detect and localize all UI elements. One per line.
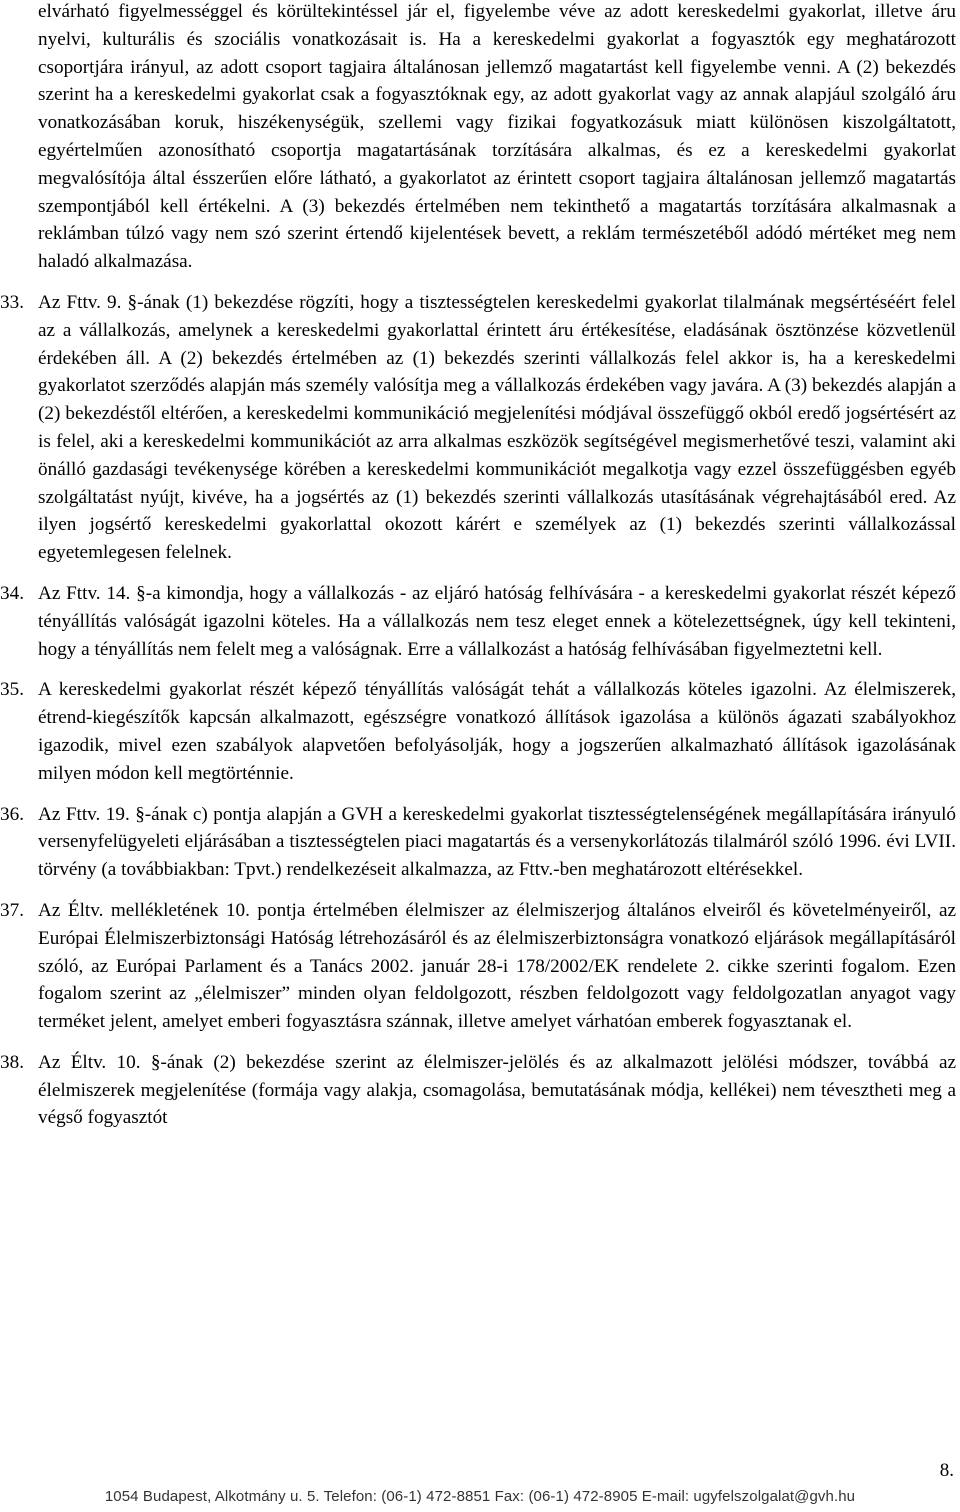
paragraph-text: Az Fttv. 9. §-ának (1) bekezdése rögzíti, hogy a tisztességtelen kereskedelmi gyakorlat tilalmának megsértéséért felel az a vállalkozás, amelynek a kereskedelmi gyakorlattal érintett áru értékesítése, eladásának ösztönzése közvetlenül érdekében áll. A (2) bekezdés értelmében az (1) bekezdés szerinti vállalkozás felel akkor is, ha a kereskedelmi gyakorlatot szerződés alapján más személy valósítja meg a vállalkozás érdekében vagy javára. A (3) bekezdés alapján a (2) bekezdéstől eltérően, a kereskedelmi kommunikáció megjelenítési módjával összefüggő okból eredő jogsértésért az is felel, aki a kereskedelmi kommunikációt az arra alkalmas eszközök segítségével megismerhetővé teszi, valamint aki önálló gazdasági tevékenysége körében a kereskedelmi kommunikációt megalkotja vagy ezzel összefüggésben egyéb szolgáltatást nyújt, kivéve, ha a jogsértés az (1) bekezdés szerinti vállalkozás utasításának végrehajtásából ered. Az ilyen jogsértő kereskedelmi gyakorlattal okozott kárért e személyek az (1) bekezdés szerinti vállalkozással egyetemlegesen felelnek. bbox=[38, 291, 956, 564]
paragraph-text: Az Fttv. 19. §-ának c) pontja alapján a GVH a kereskedelmi gyakorlat tisztességtelenségének megállapítására irányuló versenyfelügyeleti eljárásában a tisztességtelen piaci magatartás és a versenykorlátozás tilalmáról szóló 1996. évi LVII. törvény (a továbbiakban: Tpvt.) rendelkezéseit alkalmazza, az Fttv.-ben meghatározott eltérésekkel. bbox=[38, 803, 956, 881]
paragraph-number: 33. bbox=[0, 291, 24, 313]
numbered-paragraph-34 bbox=[0, 580, 956, 663]
paragraph-number: 38. bbox=[0, 1051, 24, 1073]
paragraph-text: Az Éltv. 10. §-ának (2) bekezdése szerint az élelmiszer-jelölés és az alkalmazott jelölési módszer, továbbá az élelmiszerek megjelenítése (formája vagy alakja, csomagolása, bemutatásának módja, kellékei) nem tévesztheti meg a végső fogyasztót bbox=[38, 1051, 956, 1129]
paragraph-text: A kereskedelmi gyakorlat részét képező tényállítás valóságát tehát a vállalkozás köteles igazolni. Az élelmiszerek, étrend-kiegészítők kapcsán alkalmazott, egészségre vonatkozó állítások igazolása a különös ágazati szabályokhoz igazodik, mivel ezen szabályok alapvetően befolyásolják, hogy a jogszerűen alkalmazható állítások igazolásának milyen módon kell megtörténnie. bbox=[38, 679, 956, 784]
page-footer: 1054 Budapest, Alkotmány u. 5. Telefon: (06-1) 472-8851 Fax: (06-1) 472-8905 E-mail: ugyfelszolgalat@gvh.hu bbox=[104, 1488, 856, 1505]
paragraph-text: Az Fttv. 14. §-a kimondja, hogy a vállalkozás - az eljáró hatóság felhívására - a kereskedelmi gyakorlat részét képező tényállítás valóságát igazolni köteles. Ha a vállalkozás nem tesz eleget ennek a kötelezettségnek, úgy kell tekinteni, hogy a tényállítás nem felelt meg a valóságnak. Erre a vállalkozást a hatóság felhívásában figyelmeztetni kell. bbox=[38, 582, 956, 660]
paragraph-text: Az Éltv. mellékletének 10. pontja értelmében élelmiszer az élelmiszerjog általános elveiről és követelményeiről, az Európai Élelmiszerbiztonsági Hatóság létrehozásáról és az élelmiszerbiztonságra vonatkozó eljárások megállapításáról szóló, az Európai Parlament és a Tanács 2002. január 28-i 178/2002/EK rendelete 2. cikke szerinti fogalom. Ezen fogalom szerint az „élelmiszer” minden olyan feldolgozott, részben feldolgozott vagy feldolgozatlan anyagot vagy terméket jelent, amelyet emberi fogyasztásra szánnak, illetve amelyet várhatóan emberek fogyasztanak el. bbox=[38, 899, 956, 1033]
numbered-paragraph-36 bbox=[0, 801, 956, 884]
intro-paragraph: elvárható figyelmességgel és körültekintéssel jár el, figyelembe véve az adott kereskedelmi gyakorlat, illetve áru nyelvi, kulturális és szociális vonatkozásait is. Ha a kereskedelmi gyakorlat a fogyasztók egy meghatározott csoportjára irányul, az adott csoport tagjaira általánosan jellemző magatartást kell figyelembe venni. A (2) bekezdés szerint ha a kereskedelmi gyakorlat csak a fogyasztóknak egy, az adott gyakorlat vagy az annak alapjául szolgáló áru vonatkozásában koruk, hiszékenységük, szellemi vagy fizikai fogyatkozásuk miatt különösen kiszolgáltatott, egyértelműen azonosítható csoportja magatartásának torzítására alkalmas, és ez a kereskedelmi gyakorlat megvalósítója által ésszerűen előre látható, a gyakorlatot az érintett csoport tagjaira általánosan jellemző magatartás szempontjából kell értékelni. A (3) bekezdés értelmében nem tekinthető a magatartás torzítására alkalmasnak a reklámban túlzó vagy nem szó szerint értendő kijelentések bevett, a reklám természetéből adódó mértéket meg nem haladó alkalmazása. bbox=[38, 1, 956, 273]
page-number: 8. bbox=[939, 1460, 954, 1481]
paragraph-number: 34. bbox=[0, 582, 24, 604]
numbered-paragraph-33 bbox=[0, 289, 956, 567]
paragraph-number: 36. bbox=[0, 803, 24, 825]
paragraph-number: 37. bbox=[0, 899, 24, 921]
numbered-paragraph-38 bbox=[0, 1049, 956, 1132]
numbered-paragraph-35 bbox=[0, 676, 956, 787]
numbered-paragraph-37 bbox=[0, 897, 956, 1036]
paragraph-number: 35. bbox=[0, 679, 24, 701]
